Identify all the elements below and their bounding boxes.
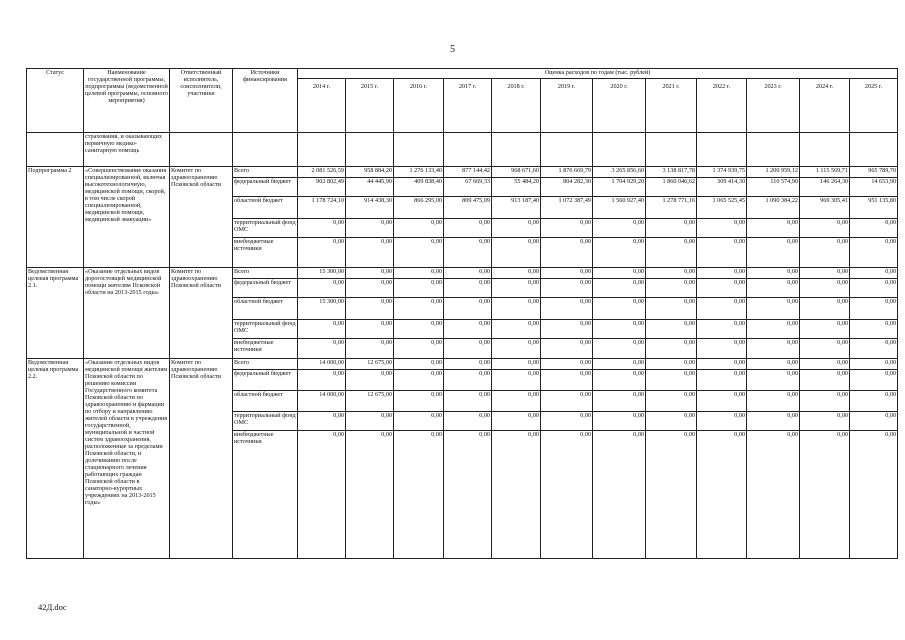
data-row [27, 167, 898, 178]
amount-cell: 0,00 [850, 391, 898, 412]
amount-cell: 0,00 [747, 391, 800, 412]
amount-cell: 1 200 959,12 [747, 167, 800, 178]
amount-cell: 0,00 [444, 339, 492, 359]
amount-cell: 14 653,90 [850, 178, 898, 197]
amount-cell: 0,00 [850, 298, 898, 320]
block-responsible: Комитет по здравоохранению Псковской области [170, 268, 233, 359]
amount-cell: 0,00 [394, 339, 444, 359]
amount-cell: 1 876 669,79 [541, 167, 593, 178]
amount-cell: 0,00 [444, 320, 492, 339]
year-header: 2021 г. [646, 79, 697, 133]
funding-source: федеральный бюджет [233, 370, 298, 391]
amount-cell: 0,00 [850, 370, 898, 391]
amount-cell: 44 445,90 [346, 178, 394, 197]
funding-source: федеральный бюджет [233, 178, 298, 197]
amount-cell: 0,00 [394, 431, 444, 559]
amount-cell: 0,00 [747, 268, 800, 279]
block-name: «Совершенствование оказания специализированной, включая высокотехнологичную, медицинской помощи, скорой, в том числе скорой специализированной, медицинской помощи, медицинской эвакуации» [84, 167, 170, 268]
amount-cell: 0,00 [541, 431, 593, 559]
amount-cell: 958 884,20 [346, 167, 394, 178]
amount-cell: 0,00 [747, 279, 800, 298]
amount-cell: 0,00 [593, 238, 646, 268]
amount-cell: 0,00 [800, 320, 850, 339]
amount-cell: 0,00 [646, 391, 697, 412]
amount-cell: 0,00 [800, 219, 850, 238]
amount-cell: 0,00 [747, 370, 800, 391]
amount-cell: 0,00 [800, 391, 850, 412]
amount-cell: 0,00 [646, 279, 697, 298]
amount-cell: 0,00 [346, 298, 394, 320]
header-status: Статус [27, 69, 84, 133]
amount-cell: 0,00 [298, 412, 346, 431]
amount-cell: 968 671,60 [492, 167, 541, 178]
amount-cell: 0,00 [346, 219, 394, 238]
amount-cell: 0,00 [697, 391, 747, 412]
amount-cell: 0,00 [593, 359, 646, 370]
amount-cell: 0,00 [541, 238, 593, 268]
amount-cell: 0,00 [850, 320, 898, 339]
block-name: «Оказание отдельных видов дорогостоящей медицинской помощи жителям Псковской области на 2013-2015 годы» [84, 268, 170, 359]
funding-source: территориальный фонд ОМС [233, 412, 298, 431]
amount-cell: 0,00 [747, 298, 800, 320]
amount-cell: 1 278 771,16 [646, 197, 697, 219]
amount-cell: 0,00 [800, 279, 850, 298]
amount-cell: 0,00 [593, 320, 646, 339]
amount-cell: 2 081 526,59 [298, 167, 346, 178]
amount-cell: 0,00 [800, 359, 850, 370]
amount-cell: 0,00 [394, 320, 444, 339]
page-number: 5 [450, 44, 455, 55]
amount-cell: 409 838,40 [394, 178, 444, 197]
amount-cell: 0,00 [747, 339, 800, 359]
year-header: 2017 г. [444, 79, 492, 133]
amount-cell: 1 072 387,49 [541, 197, 593, 219]
amount-cell: 309 414,30 [697, 178, 747, 197]
funding-source: внебюджетные источники [233, 238, 298, 268]
data-row [27, 268, 898, 279]
amount-cell: 0,00 [747, 431, 800, 559]
amount-cell: 0,00 [697, 412, 747, 431]
funding-source: Всего [233, 268, 298, 279]
amount-cell: 0,00 [346, 412, 394, 431]
amount-cell: 0,00 [646, 359, 697, 370]
amount-cell: 0,00 [444, 370, 492, 391]
amount-cell: 0,00 [394, 279, 444, 298]
amount-cell: 0,00 [492, 279, 541, 298]
amount-cell: 913 187,40 [492, 197, 541, 219]
amount-cell: 0,00 [697, 238, 747, 268]
amount-cell: 0,00 [444, 412, 492, 431]
header-responsible: Ответственный исполнитель, соисполнители, участники [170, 69, 233, 133]
amount-cell: 0,00 [697, 320, 747, 339]
amount-cell: 1 560 927,40 [593, 197, 646, 219]
amount-cell: 12 675,00 [346, 359, 394, 370]
amount-cell: 3 265 856,60 [593, 167, 646, 178]
amount-cell: 0,00 [298, 339, 346, 359]
amount-cell: 0,00 [697, 268, 747, 279]
amount-cell: 0,00 [593, 412, 646, 431]
amount-cell: 0,00 [541, 391, 593, 412]
amount-cell: 0,00 [492, 339, 541, 359]
amount-cell: 0,00 [646, 268, 697, 279]
amount-cell: 1 276 133,40 [394, 167, 444, 178]
amount-cell: 0,00 [646, 339, 697, 359]
amount-cell: 0,00 [298, 219, 346, 238]
amount-cell: 0,00 [850, 238, 898, 268]
year-header: 2020 г. [593, 79, 646, 133]
funding-source: областной бюджет [233, 391, 298, 412]
amount-cell: 0,00 [444, 391, 492, 412]
amount-cell: 0,00 [800, 298, 850, 320]
amount-cell: 67 669,33 [444, 178, 492, 197]
amount-cell: 809 475,09 [444, 197, 492, 219]
amount-cell: 965 789,70 [850, 167, 898, 178]
amount-cell: 14 000,00 [298, 391, 346, 412]
amount-cell: 804 282,30 [541, 178, 593, 197]
amount-cell: 146 264,30 [800, 178, 850, 197]
amount-cell: 0,00 [800, 431, 850, 559]
amount-cell: 0,00 [394, 268, 444, 279]
amount-cell: 0,00 [492, 298, 541, 320]
amount-cell: 0,00 [697, 431, 747, 559]
amount-cell: 0,00 [747, 320, 800, 339]
amount-cell: 877 144,42 [444, 167, 492, 178]
amount-cell: 0,00 [800, 268, 850, 279]
amount-cell: 0,00 [541, 412, 593, 431]
amount-cell: 0,00 [646, 238, 697, 268]
amount-cell: 14 000,00 [298, 359, 346, 370]
amount-cell: 0,00 [850, 339, 898, 359]
amount-cell: 0,00 [346, 238, 394, 268]
amount-cell: 0,00 [492, 359, 541, 370]
amount-cell: 0,00 [697, 359, 747, 370]
amount-cell: 914 438,30 [346, 197, 394, 219]
amount-cell: 1 090 384,22 [747, 197, 800, 219]
amount-cell: 0,00 [492, 431, 541, 559]
amount-cell: 0,00 [541, 268, 593, 279]
amount-cell: 0,00 [541, 359, 593, 370]
year-header: 2023 г. [747, 79, 800, 133]
amount-cell: 0,00 [593, 391, 646, 412]
amount-cell: 12 675,00 [346, 391, 394, 412]
amount-cell: 1 115 569,71 [800, 167, 850, 178]
amount-cell: 1 178 724,10 [298, 197, 346, 219]
amount-cell: 0,00 [394, 359, 444, 370]
amount-cell: 0,00 [747, 359, 800, 370]
amount-cell: 0,00 [593, 219, 646, 238]
amount-cell: 0,00 [850, 268, 898, 279]
amount-cell: 0,00 [346, 339, 394, 359]
amount-cell: 0,00 [697, 339, 747, 359]
amount-cell: 0,00 [492, 238, 541, 268]
amount-cell: 0,00 [747, 238, 800, 268]
header-name: Наименование государственной программы, подпрограммы (ведомственной целевой программы, основного мероприятия) [84, 69, 170, 133]
amount-cell: 0,00 [593, 279, 646, 298]
amount-cell: 0,00 [646, 431, 697, 559]
amount-cell: 0,00 [394, 238, 444, 268]
amount-cell: 0,00 [444, 279, 492, 298]
carryover-row [27, 133, 898, 167]
block-status: Ведомственная целевая программа 2.1. [27, 268, 84, 359]
amount-cell: 0,00 [298, 431, 346, 559]
amount-cell: 0,00 [394, 370, 444, 391]
amount-cell: 0,00 [593, 298, 646, 320]
amount-cell: 0,00 [346, 370, 394, 391]
amount-cell: 0,00 [800, 412, 850, 431]
amount-cell: 0,00 [850, 219, 898, 238]
amount-cell: 0,00 [394, 412, 444, 431]
amount-cell: 0,00 [541, 339, 593, 359]
amount-cell: 0,00 [800, 238, 850, 268]
amount-cell: 0,00 [850, 431, 898, 559]
amount-cell: 0,00 [697, 279, 747, 298]
amount-cell: 0,00 [593, 431, 646, 559]
amount-cell: 0,00 [492, 268, 541, 279]
header-sources: Источники финансирования [233, 69, 298, 133]
amount-cell: 15 300,00 [298, 298, 346, 320]
amount-cell: 0,00 [697, 298, 747, 320]
year-header: 2016 г. [394, 79, 444, 133]
amount-cell: 0,00 [541, 219, 593, 238]
year-header: 2022 г. [697, 79, 747, 133]
block-responsible: Комитет по здравоохранению Псковской области [170, 359, 233, 559]
year-header: 2014 г. [298, 79, 346, 133]
amount-cell: 0,00 [593, 268, 646, 279]
amount-cell: 0,00 [444, 219, 492, 238]
amount-cell: 1 704 929,20 [593, 178, 646, 197]
amount-cell: 1 065 525,45 [697, 197, 747, 219]
year-header: 2018 г. [492, 79, 541, 133]
amount-cell: 0,00 [541, 320, 593, 339]
amount-cell: 0,00 [541, 370, 593, 391]
funding-source: федеральный бюджет [233, 279, 298, 298]
amount-cell: 3 138 817,78 [646, 167, 697, 178]
amount-cell: 1 374 939,75 [697, 167, 747, 178]
amount-cell: 0,00 [646, 219, 697, 238]
block-name: «Оказание отдельных видов медицинской помощи жителям Псковской области по решению комиссии Государственного комитета Псковской области по здравоохранению и фармации по отбору и направлению жителей области в учреждения государственной, муниципальной и частной систем здравоохранения, расположенные за пределами Псковской области, и долечиванию после стационарного лечения работающих граждан Псковской области в санаторно-курортных учреждениях на 2013-2015 годы» [84, 359, 170, 559]
amount-cell: 0,00 [492, 370, 541, 391]
amount-cell: 0,00 [593, 339, 646, 359]
amount-cell: 0,00 [747, 412, 800, 431]
amount-cell: 0,00 [747, 219, 800, 238]
block-status: Подпрограмма 2 [27, 167, 84, 268]
amount-cell: 866 295,00 [394, 197, 444, 219]
funding-source: внебюджетные источники [233, 431, 298, 559]
amount-cell: 0,00 [850, 279, 898, 298]
funding-source: территориальный фонд ОМС [233, 219, 298, 238]
amount-cell: 0,00 [298, 238, 346, 268]
amount-cell: 0,00 [298, 370, 346, 391]
amount-cell: 0,00 [541, 298, 593, 320]
amount-cell: 0,00 [298, 320, 346, 339]
amount-cell: 0,00 [697, 219, 747, 238]
amount-cell: 0,00 [593, 370, 646, 391]
amount-cell: 0,00 [492, 219, 541, 238]
amount-cell: 0,00 [646, 298, 697, 320]
block-status: Ведомственная целевая программа 2.2. [27, 359, 84, 559]
year-header: 2024 г. [800, 79, 850, 133]
funding-source: областной бюджет [233, 298, 298, 320]
amount-cell: 951 135,80 [850, 197, 898, 219]
amount-cell: 0,00 [394, 219, 444, 238]
funding-source: Всего [233, 359, 298, 370]
amount-cell: 0,00 [346, 431, 394, 559]
year-header: 2015 г. [346, 79, 394, 133]
amount-cell: 902 802,49 [298, 178, 346, 197]
amount-cell: 969 305,41 [800, 197, 850, 219]
amount-cell: 0,00 [346, 268, 394, 279]
amount-cell: 0,00 [394, 391, 444, 412]
amount-cell: 0,00 [444, 359, 492, 370]
funding-source: областной бюджет [233, 197, 298, 219]
amount-cell: 0,00 [346, 320, 394, 339]
amount-cell: 0,00 [346, 279, 394, 298]
amount-cell: 0,00 [541, 279, 593, 298]
data-row [27, 359, 898, 370]
amount-cell: 0,00 [444, 298, 492, 320]
amount-cell: 0,00 [697, 370, 747, 391]
amount-cell: 0,00 [492, 391, 541, 412]
amount-cell: 0,00 [800, 370, 850, 391]
amount-cell: 0,00 [646, 320, 697, 339]
amount-cell: 0,00 [298, 279, 346, 298]
amount-cell: 0,00 [394, 298, 444, 320]
amount-cell: 110 574,90 [747, 178, 800, 197]
amount-cell: 15 300,00 [298, 268, 346, 279]
amount-cell: 0,00 [444, 238, 492, 268]
amount-cell: 0,00 [850, 412, 898, 431]
amount-cell: 0,00 [646, 370, 697, 391]
carryover-text: страхования, и оказывающих первичную медико-санитарную помощь [84, 133, 170, 167]
amount-cell: 0,00 [850, 359, 898, 370]
header-estimate: Оценка расходов по годам (тыс. рублей) [298, 69, 898, 79]
amount-cell: 0,00 [444, 431, 492, 559]
amount-cell: 0,00 [800, 339, 850, 359]
year-header: 2019 г. [541, 79, 593, 133]
amount-cell: 0,00 [492, 320, 541, 339]
amount-cell: 0,00 [492, 412, 541, 431]
expenditure-table [26, 68, 898, 559]
amount-cell: 0,00 [646, 412, 697, 431]
funding-source: внебюджетные источники [233, 339, 298, 359]
year-header: 2025 г. [850, 79, 898, 133]
block-responsible: Комитет по здравоохранению Псковской области [170, 167, 233, 268]
funding-source: Всего [233, 167, 298, 178]
amount-cell: 55 484,20 [492, 178, 541, 197]
footer-filename: 42Д.doc [38, 602, 67, 612]
amount-cell: 1 860 046,62 [646, 178, 697, 197]
funding-source: территориальный фонд ОМС [233, 320, 298, 339]
amount-cell: 0,00 [444, 268, 492, 279]
